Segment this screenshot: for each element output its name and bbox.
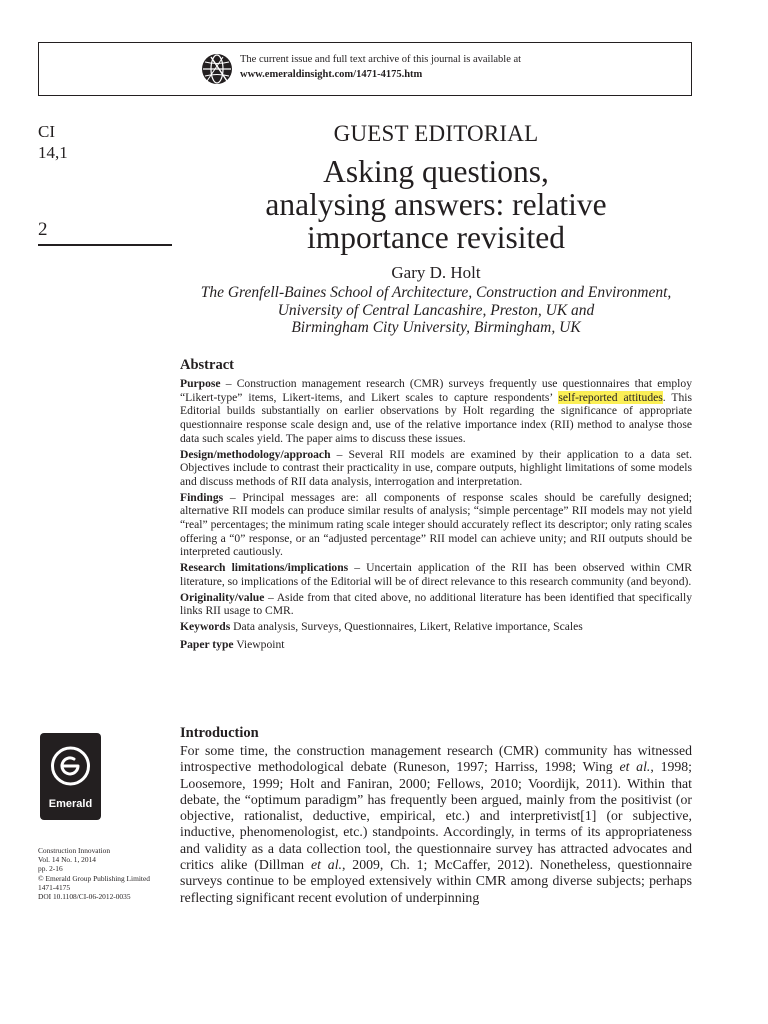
article-title: Asking questions, analysing answers: relative importance revisited: [265, 154, 607, 255]
doi: DOI 10.1108/CI-06-2012-0035: [38, 892, 131, 902]
publication-info: [38, 846, 150, 901]
introduction-heading: Introduction: [180, 725, 259, 741]
abstract-heading: Abstract: [180, 357, 234, 373]
highlighted-text[interactable]: self-reported attitudes: [558, 390, 663, 404]
author-name: Gary D. Holt: [391, 263, 481, 282]
page-number: 2: [38, 219, 48, 240]
journal-availability-banner: [38, 42, 692, 96]
section-label: GUEST EDITORIAL: [333, 121, 539, 146]
emerald-wordmark: Emerald: [48, 798, 93, 810]
issn: 1471-4175: [38, 882, 71, 892]
abstract-design: Design/methodology/approach – Several RII models are examined by their application to a data set. Objectives include to contrast their practicality in use, compare outputs, highlight limitations of some models and discuss methods of RII data analysis, interrogation and interpretation.: [180, 447, 692, 488]
abstract-limitations: Research limitations/implications – Uncertain application of the RII has been observed within CMR literature, so implications of the Editorial will be of direct relevance to this research community (and beyond).: [180, 561, 692, 588]
margin-divider: [38, 244, 172, 246]
abstract-section: [180, 357, 692, 651]
volume-year: Vol. 14 No. 1, 2014: [38, 855, 96, 865]
journal-code: CI 14,1: [38, 122, 68, 162]
journal-name: Construction Innovation: [38, 846, 111, 855]
copyright: © Emerald Group Publishing Limited: [38, 873, 150, 883]
emerald-logo: [40, 733, 101, 820]
page-range: pp. 2-16: [38, 864, 63, 874]
abstract-originality: Originality/value – Aside from that cited above, no additional literature has been identified that specifically links RII usage to CMR.: [180, 590, 692, 618]
emerald-logo-icon: [48, 741, 93, 793]
abstract-purpose: Purpose – Construction management research (CMR) surveys frequently use questionnaires that employ “Likert-type” items, Likert-items, and Likert scales to capture respondents’ self-reported attitudes. This Editorial builds substantially on earlier observations by Holt regarding the significance of appropriate questionnaire response scale design and, use of the relative importance index (RII) method to analyse those data such scales yield. The paper aims to discuss these issues.: [180, 377, 693, 445]
abstract-findings: Findings – Principal messages are: all components of response scales should be carefully designed; alternative RII models can produce similar results of analysis; “simple percentage” RII models may not yield “real” percentages; the minimum rating scale integer should accurately reflect its descriptor; only rating scales offering a “0” response, or an “adjusted percentage” RII model can achieve unity; and RII outputs should be interpreted cautiously.: [180, 490, 692, 559]
journal-url-link[interactable]: www.emeraldinsight.com/1471-4175.htm: [240, 69, 423, 80]
keywords: Keywords Data analysis, Surveys, Questionnaires, Likert, Relative importance, Scales: [180, 619, 583, 633]
introduction-paragraph: For some time, the construction management research (CMR) community has witnessed introspective methodological debate (Runeson, 1997; Harriss, 1998; Wing et al., 1998; Loosemore, 1999; Holt and Faniran, 2000; Fellows, 2010; Voordijk, 2011). Within that debate, the “optimum paradigm” has frequently been argued, mainly from the positivist (or objective, rationalist, deductive, empirical, etc.) and interpretivist[1] (or subjective, inductive, phenomenologist, etc.) standpoints. Accordingly, in terms of its appropriateness and validity as a data collection tool, the questionnaire survey has attracted advocates and critics alike (Dillman et al., 2009, Ch. 1; McCaffer, 2012). Nonetheless, questionnaire surveys continue to be employed extensively within CMR among diverse subjects; perhaps reflecting significant recent evolution of underpinning: [180, 743, 693, 905]
author-affiliation: The Grenfell-Baines School of Architecture, Construction and Environment, University of Central Lancashire, Preston, UK and Birmingham City University, Birmingham, UK: [200, 284, 672, 336]
globe-icon: [201, 53, 233, 85]
volume-issue: 14,1: [38, 143, 68, 162]
introduction-section: [180, 725, 692, 906]
banner-text: The current issue and full text archive of this journal is available at: [240, 54, 522, 65]
paper-type: Paper type Viewpoint: [180, 637, 285, 651]
